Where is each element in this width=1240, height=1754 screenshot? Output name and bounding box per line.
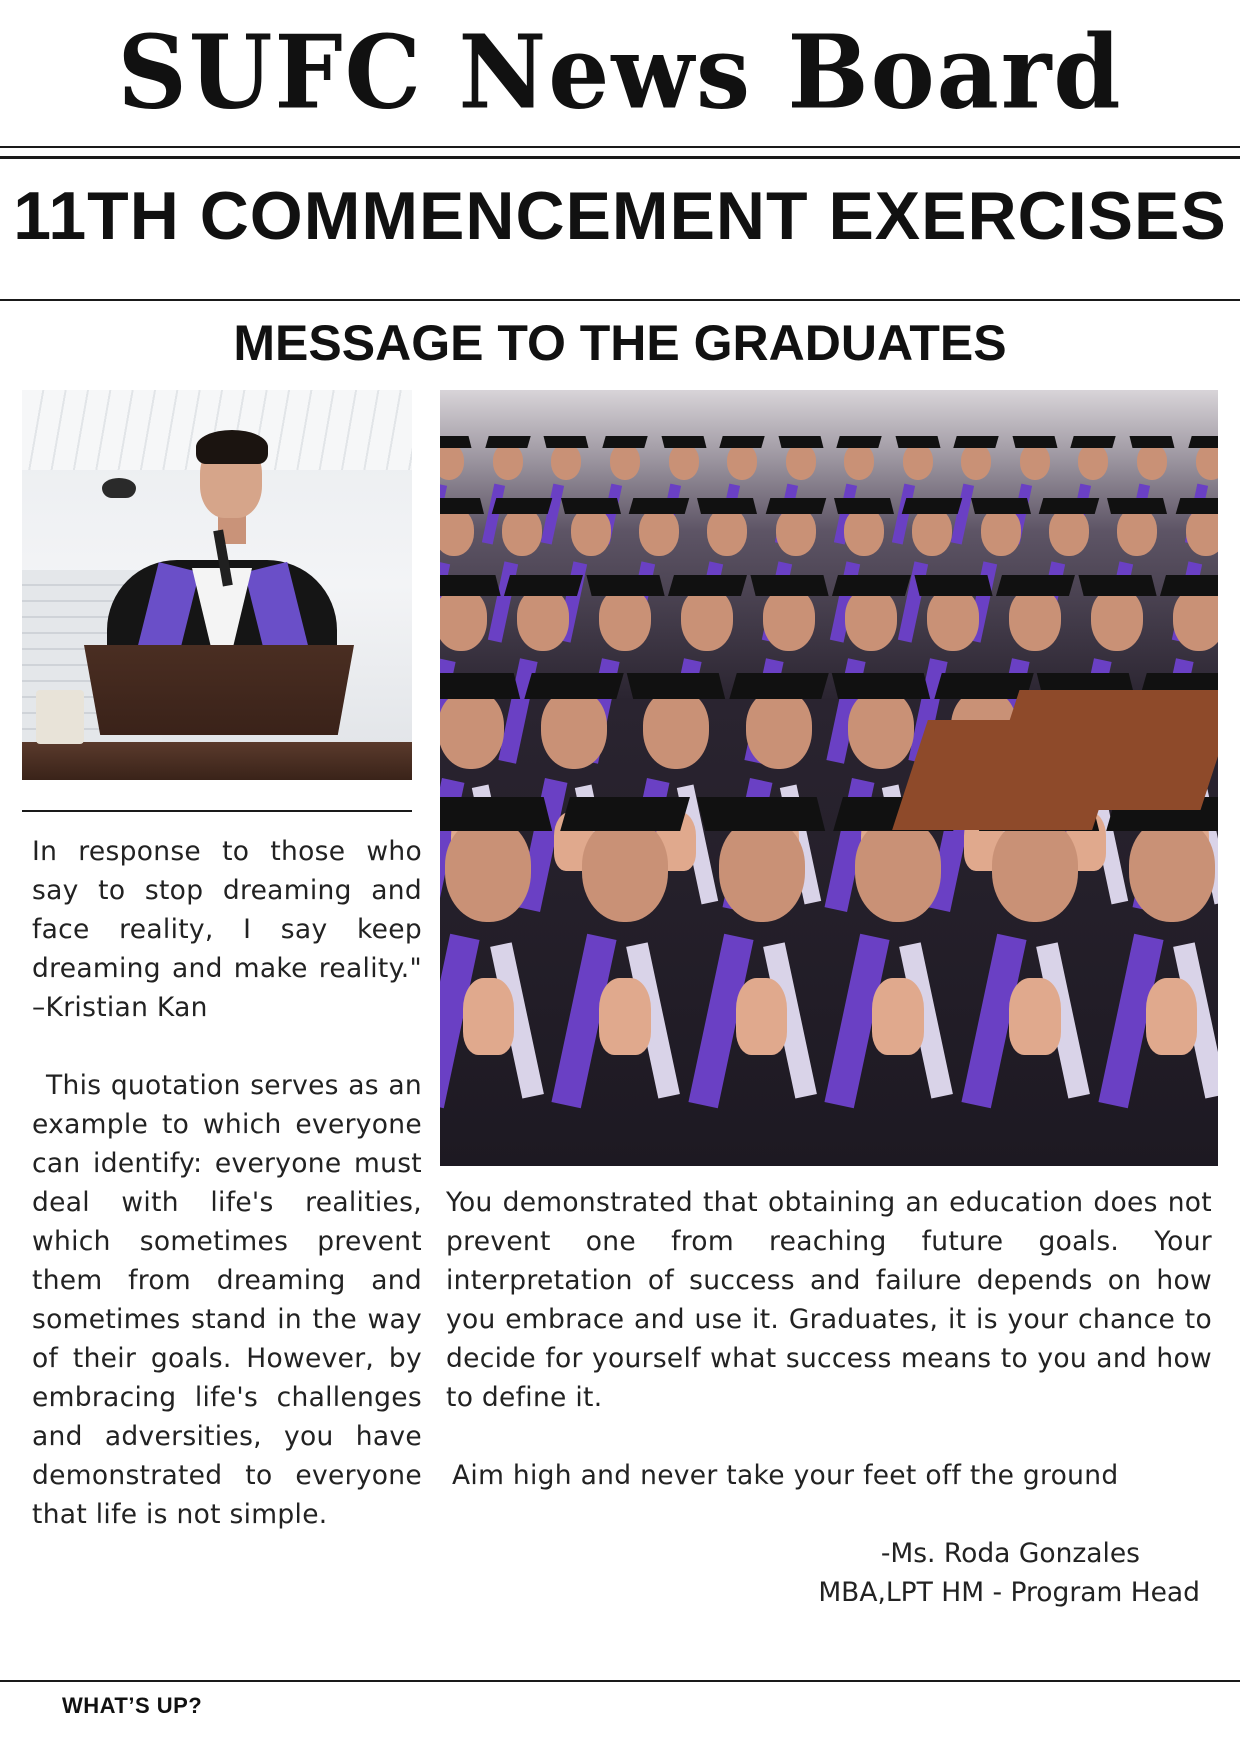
photo-caption-rule xyxy=(22,810,412,812)
graduate-face xyxy=(440,690,504,769)
clapping-hands xyxy=(1146,978,1198,1055)
signature-title: MBA,LPT HM - Program Head xyxy=(818,1577,1200,1608)
mortarboard-cap xyxy=(750,575,828,596)
closing-line: Aim high and never take your feet off the ground xyxy=(452,1460,1119,1491)
graduate-figure xyxy=(838,780,958,1124)
graduate-face xyxy=(719,819,805,922)
graduate-face xyxy=(551,444,581,480)
mortarboard-cap xyxy=(697,797,826,831)
footer-rule xyxy=(0,1680,1240,1682)
speaker-photo xyxy=(22,390,412,780)
graduate-face xyxy=(502,508,542,556)
left-paragraph: This quotation serves as an example to which everyone can identify: everyone must deal with life's realities, which sometimes prevent them from dreaming and sometimes stand in the way of their goals. However, by embracing life's challenges and adversities, you have demonstrated to everyone that life is not simple. xyxy=(32,1070,422,1530)
graduate-face xyxy=(1078,444,1108,480)
graduate-face xyxy=(493,444,523,480)
mortarboard-cap xyxy=(492,498,553,514)
signature-name: -Ms. Roda Gonzales xyxy=(880,1538,1140,1569)
mortarboard-cap xyxy=(586,575,664,596)
mortarboard-cap xyxy=(1078,575,1156,596)
mortarboard-cap xyxy=(697,498,757,514)
mortarboard-cap xyxy=(524,673,624,699)
mortarboard-cap xyxy=(1160,575,1218,596)
graduate-face xyxy=(992,819,1078,922)
mortarboard-cap xyxy=(485,436,530,448)
graduate-face xyxy=(776,508,816,556)
graduate-face xyxy=(541,690,607,769)
graduate-face xyxy=(746,690,812,769)
subheadline: MESSAGE TO THE GRADUATES xyxy=(233,315,1007,371)
clapping-hands xyxy=(599,978,651,1055)
mortarboard-cap xyxy=(661,436,706,448)
mortarboard-cap xyxy=(836,436,881,448)
mortarboard-cap xyxy=(440,575,500,596)
mortarboard-cap xyxy=(544,436,589,448)
paragraph-gap xyxy=(32,1027,422,1066)
graduate-face xyxy=(961,444,991,480)
podium-base xyxy=(22,742,412,780)
mortarboard-cap xyxy=(1071,436,1116,448)
graduate-face xyxy=(440,508,474,556)
graduate-face xyxy=(639,508,679,556)
mortarboard-cap xyxy=(1012,436,1057,448)
mortarboard-cap xyxy=(1039,498,1100,514)
graduate-face xyxy=(848,690,914,769)
masthead-rule-thin xyxy=(0,146,1240,148)
graduate-face xyxy=(927,588,979,650)
graduate-face xyxy=(599,588,651,650)
left-column xyxy=(32,832,422,1534)
clapping-hands xyxy=(736,978,788,1055)
mortarboard-cap xyxy=(832,673,931,699)
mortarboard-cap xyxy=(602,436,647,448)
mortarboard-cap xyxy=(561,498,621,514)
mortarboard-cap xyxy=(832,575,911,596)
graduate-face xyxy=(844,444,874,480)
graduate-face xyxy=(981,508,1021,556)
mortarboard-cap xyxy=(719,436,764,448)
footer-label: WHAT’S UP? xyxy=(62,1693,203,1718)
clapping-hands xyxy=(463,978,515,1055)
graduate-face xyxy=(855,819,941,922)
mortarboard-cap xyxy=(1175,498,1218,514)
mortarboard-cap xyxy=(1188,436,1218,448)
right-column xyxy=(446,1183,1212,1417)
mortarboard-cap xyxy=(440,673,521,699)
right-paragraph: You demonstrated that obtaining an education does not prevent one from reaching future goals. Your interpretation of success and failure depends on how you embrace and use it. Graduates, it is your chance to decide for yourself what success means to you and how to define it. xyxy=(446,1187,1212,1413)
mortarboard-cap xyxy=(834,498,894,514)
masthead-rule-thick xyxy=(0,156,1240,159)
graduate-face xyxy=(1196,444,1218,480)
quote-paragraph: In response to those who say to stop dreaming and face reality, I say keep dreaming and make reality." –Kristian Kan xyxy=(32,836,422,1023)
mortarboard-cap xyxy=(440,498,484,514)
headline-rule xyxy=(0,299,1240,301)
graduate-face xyxy=(1117,508,1157,556)
graduate-face xyxy=(610,444,640,480)
mortarboard-cap xyxy=(627,673,726,699)
clapping-hands xyxy=(1009,978,1061,1055)
graduate-face xyxy=(517,588,569,650)
speaker-hair xyxy=(196,430,268,464)
mortarboard-cap xyxy=(729,673,829,699)
mortarboard-cap xyxy=(440,436,472,448)
graduate-figure xyxy=(701,780,821,1124)
mortarboard-cap xyxy=(778,436,823,448)
graduate-face xyxy=(571,508,611,556)
mortarboard-cap xyxy=(1130,436,1175,448)
graduate-face xyxy=(763,588,815,650)
graduate-face xyxy=(1173,588,1218,650)
mortarboard-cap xyxy=(766,498,827,514)
graduate-figure xyxy=(565,780,685,1124)
mortarboard-cap xyxy=(440,797,553,831)
graduate-face xyxy=(445,819,531,922)
tissue-box xyxy=(36,690,84,744)
graduates-photo xyxy=(440,390,1218,1166)
graduate-face xyxy=(707,508,747,556)
graduate-face xyxy=(440,588,487,650)
graduate-face xyxy=(786,444,816,480)
mortarboard-cap xyxy=(954,436,999,448)
mortarboard-cap xyxy=(914,575,992,596)
mortarboard-cap xyxy=(629,498,690,514)
graduate-face xyxy=(669,444,699,480)
graduate-face xyxy=(1049,508,1089,556)
graduate-face xyxy=(845,588,897,650)
mortarboard-cap xyxy=(996,575,1075,596)
mortarboard-cap xyxy=(1107,498,1167,514)
graduate-face xyxy=(844,508,884,556)
graduate-figure xyxy=(975,780,1095,1124)
graduate-face xyxy=(1129,819,1215,922)
mortarboard-cap xyxy=(971,498,1031,514)
mortarboard-cap xyxy=(895,436,940,448)
graduate-face xyxy=(1091,588,1143,650)
masthead-title: SUFC News Board xyxy=(117,13,1123,132)
graduate-face xyxy=(582,819,668,922)
graduate-face xyxy=(912,508,952,556)
graduate-face xyxy=(1020,444,1050,480)
clapping-hands xyxy=(872,978,924,1055)
graduate-face xyxy=(903,444,933,480)
graduate-face xyxy=(1137,444,1167,480)
podium xyxy=(84,645,354,735)
graduate-face xyxy=(1009,588,1061,650)
photo-lamp xyxy=(102,478,136,498)
graduate-figure xyxy=(440,780,549,1124)
mortarboard-cap xyxy=(668,575,747,596)
headline: 11TH COMMENCEMENT EXERCISES xyxy=(13,178,1227,254)
brown-mortarboard-cap xyxy=(981,690,1218,810)
graduate-face xyxy=(643,690,709,769)
mortarboard-cap xyxy=(504,575,583,596)
graduate-face xyxy=(727,444,757,480)
graduate-face xyxy=(440,444,464,480)
graduate-face xyxy=(1186,508,1218,556)
masthead xyxy=(0,13,1240,132)
mortarboard-cap xyxy=(560,797,690,831)
mortarboard-cap xyxy=(902,498,963,514)
graduate-face xyxy=(681,588,733,650)
graduate-row xyxy=(440,780,1218,1124)
graduate-figure xyxy=(1111,780,1218,1124)
